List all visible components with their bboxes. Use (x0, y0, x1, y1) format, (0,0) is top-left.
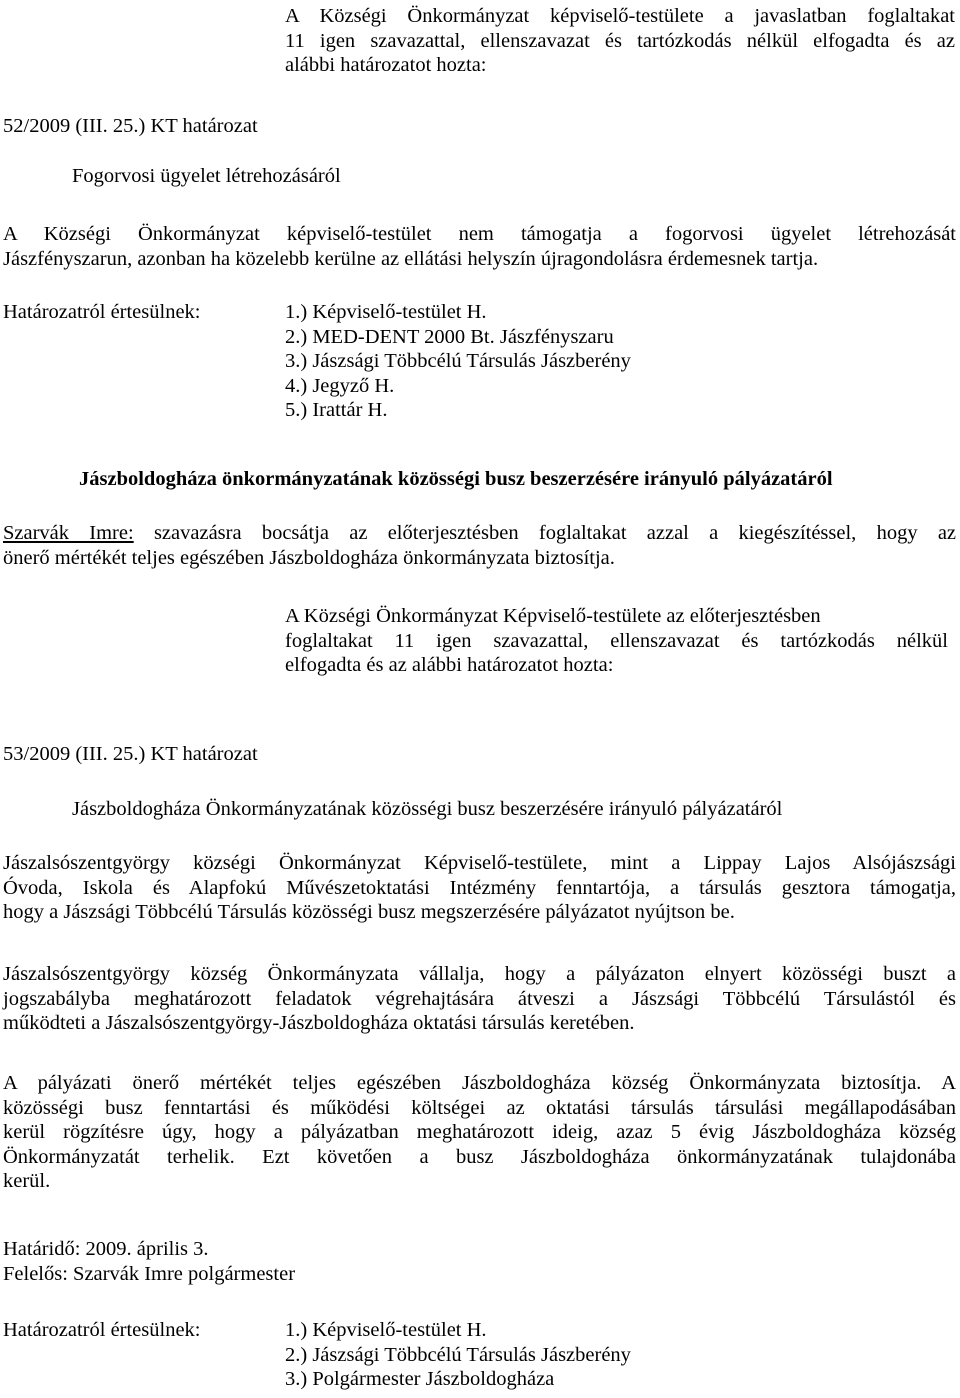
paragraph-line: kerül rögzítésre úgy, hogy a pályázatban meghatározott ideig, azaz 5 évig Jászboldogháza község (3, 1121, 956, 1143)
paragraph-line: Önkormányzatát terhelik. Ezt követően a busz Jászboldogháza önkormányzatának tulajdonába (3, 1145, 956, 1168)
resolution-53-recipients (285, 1318, 631, 1392)
resolution-52-recipients (285, 300, 631, 423)
paragraph-line: jogszabályba meghatározott feladatok végrehajtására átveszi a Jászsági Többcélú Társulástól és (3, 987, 956, 1010)
resolution-53-paragraph-3 (3, 1071, 956, 1194)
intro-vote-statement (285, 4, 955, 78)
resolution-53-responsible: Felelős: Szarvák Imre polgármester (3, 1263, 296, 1285)
section-heading: Jászboldogháza önkormányzatának közösségi busz beszerzésére irányuló pályázatáról (79, 468, 833, 490)
speaker-line (3, 521, 956, 546)
resolution-52-subject: Fogorvosi ügyelet létrehozásáról (72, 165, 341, 187)
recipient-item: 2.) MED-DENT 2000 Bt. Jászfényszaru (285, 325, 614, 348)
resolution-52-number: 52/2009 (III. 25.) KT határozat (3, 115, 258, 137)
recipient-item: 1.) Képviselő-testület H. (285, 301, 487, 323)
paragraph-line: Jászalsószentgyörgy községi Önkormányzat Képviselő-testülete, mint a Lippay Lajos Alsójászsági (3, 852, 956, 874)
intro-line: 11 igen szavazattal, ellenszavazat és tartózkodás nélkül elfogadta és az (285, 29, 955, 52)
section-vote-statement (285, 604, 948, 678)
speaker-name: Szarvák Imre: (3, 522, 134, 544)
paragraph-line: Óvoda, Iskola és Alapfokú Művészetoktatási Intézmény fenntartója, a társulás gesztora támogatja, (3, 876, 956, 899)
intro-line: alábbi határozatot hozta: (285, 54, 487, 76)
vote-line: foglaltakat 11 igen szavazattal, ellenszavazat és tartózkodás nélkül (285, 629, 948, 652)
resolution-53-number: 53/2009 (III. 25.) KT határozat (3, 743, 258, 765)
paragraph-line: A pályázati önerő mértékét teljes egészében Jászboldogháza község Önkormányzata biztosítja. A (3, 1072, 956, 1094)
paragraph-line: hogy a Jászsági Többcélú Társulás közösségi busz megszerzésére pályázatot nyújtson be. (3, 901, 735, 923)
body-line: A Községi Önkormányzat képviselő-testület nem támogatja a fogorvosi ügyelet létrehozását (3, 223, 956, 245)
paragraph-line: működteti a Jászalsószentgyörgy-Jászboldogháza oktatási társulás keretében. (3, 1012, 635, 1034)
speaker-text: szavazásra bocsátja az előterjesztésben foglaltakat azzal a kiegészítéssel, hogy az (153, 522, 957, 544)
resolution-53-notify-label: Határozatról értesülnek: (3, 1319, 201, 1341)
recipient-item: 2.) Jászsági Többcélú Társulás Jászberény (285, 1343, 631, 1366)
recipient-item: 4.) Jegyző H. (285, 374, 395, 397)
recipient-item: 5.) Irattár H. (285, 399, 388, 421)
resolution-53-paragraph-2 (3, 962, 956, 1036)
resolution-52-notify-label: Határozatról értesülnek: (3, 301, 201, 323)
body-line: Jászfényszarun, azonban ha közelebb kerülne az ellátási helyszín újragondolásra érdemesnek tartja. (3, 247, 819, 270)
vote-line: A Községi Önkormányzat Képviselő-testülete az előterjesztésben (285, 605, 821, 627)
speaker-paragraph (3, 521, 956, 570)
recipient-item: 3.) Jászsági Többcélú Társulás Jászberény (285, 350, 631, 372)
intro-line: A Községi Önkormányzat képviselő-testülete a javaslatban foglaltakat (285, 5, 955, 27)
speaker-text-line: önerő mértékét teljes egészében Jászboldogháza önkormányzata biztosítja. (3, 546, 615, 569)
paragraph-line: közösségi busz fenntartási és működési költségei az oktatási társulás társulási megállapodásában (3, 1096, 956, 1119)
resolution-53-subject: Jászboldogháza Önkormányzatának közösségi busz beszerzésére irányuló pályázatáról (72, 798, 783, 820)
paragraph-line: kerül. (3, 1170, 51, 1192)
paragraph-line: Jászalsószentgyörgy község Önkormányzata vállalja, hogy a pályázaton elnyert közösségi buszt a (3, 963, 956, 985)
recipient-item: 1.) Képviselő-testület H. (285, 1319, 487, 1341)
resolution-53-deadline: Határidő: 2009. április 3. (3, 1238, 209, 1260)
resolution-52-body (3, 222, 956, 271)
recipient-item: 3.) Polgármester Jászboldogháza (285, 1368, 555, 1390)
vote-line: elfogadta és az alábbi határozatot hozta: (285, 654, 614, 676)
resolution-53-paragraph-1 (3, 851, 956, 925)
